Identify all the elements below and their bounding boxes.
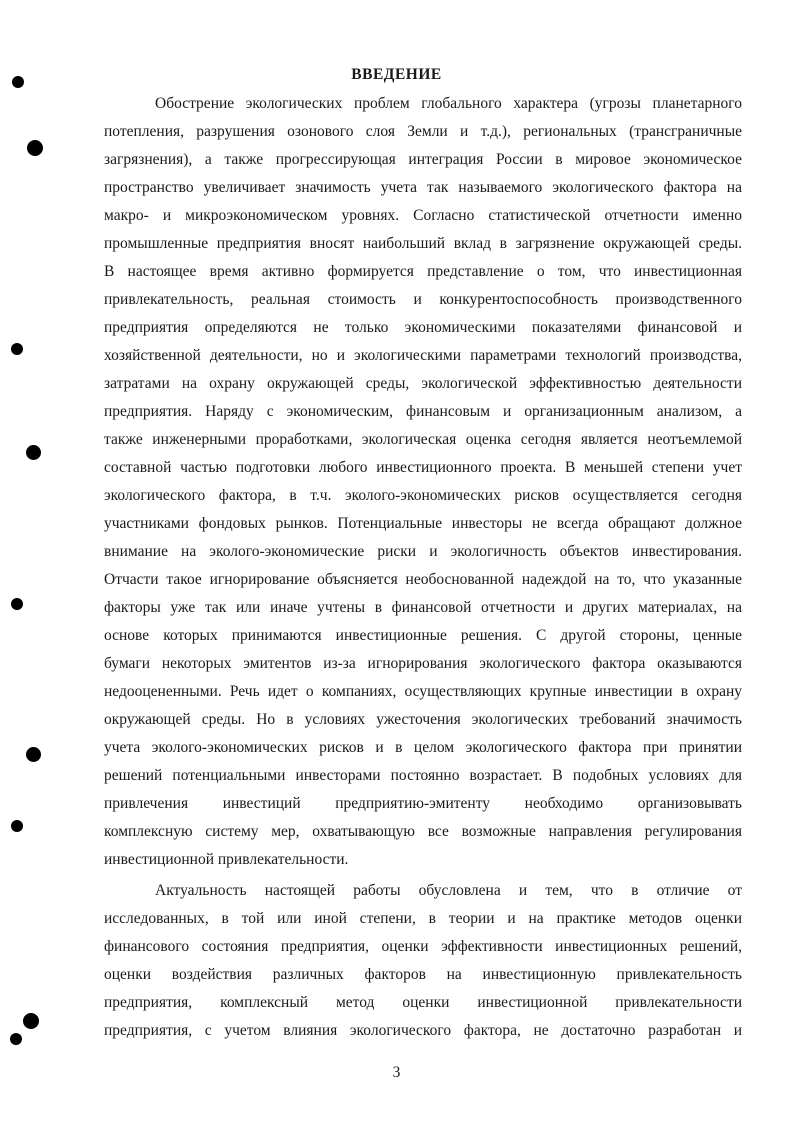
text-line: финансового состояния предприятия, оценки эффективности инвестиционных решений,: [104, 938, 742, 955]
text-line: предприятия, комплексный метод оценки инвестиционной привлекательности: [104, 994, 742, 1011]
text-line: предприятия. Наряду с экономическим, финансовым и организационным анализом, а: [104, 403, 742, 420]
text-line: пространство увеличивает значимость учета так называемого экологического фактора на: [104, 179, 742, 196]
text-line: экологического фактора, в т.ч. эколого-экономических рисков осуществляется сегодня: [104, 487, 742, 504]
text-line: составной частью подготовки любого инвестиционного проекта. В меньшей степени учет: [104, 459, 742, 476]
text-line: учета эколого-экономических рисков и в целом экологического фактора при принятии: [104, 739, 742, 756]
punch-hole-2: [27, 140, 43, 156]
text-line: Обострение экологических проблем глобального характера (угрозы планетарного: [155, 95, 742, 112]
text-line: окружающей среды. Но в условиях ужесточения экологических требований значимость: [104, 711, 742, 728]
text-line: хозяйственной деятельности, но и экологическими параметрами технологий производства,: [104, 347, 742, 364]
text-line: участниками фондовых рынков. Потенциальные инвесторы не всегда обращают должное: [104, 515, 742, 532]
text-line: предприятия, с учетом влияния экологического фактора, не достаточно разработан и: [104, 1022, 742, 1039]
text-line: оценки воздействия различных факторов на инвестиционную привлекательность: [104, 966, 742, 983]
text-line: потепления, разрушения озонового слоя Земли и т.д.), региональных (трансграничные: [104, 123, 742, 140]
text-line: исследованных, в той или иной степени, в теории и на практике методов оценки: [104, 910, 742, 927]
text-line: затратами на охрану окружающей среды, экологической эффективностью деятельности: [104, 375, 742, 392]
text-line: предприятия определяются не только экономическими показателями финансовой и: [104, 319, 742, 336]
text-line: привлекательность, реальная стоимость и конкурентоспособность производственного: [104, 291, 742, 308]
text-line: Актуальность настоящей работы обусловлена и тем, что в отличие от: [155, 882, 742, 899]
text-line: факторы уже так или иначе учтены в финансовой отчетности и других материалах, на: [104, 599, 742, 616]
text-line: макро- и микроэкономическом уровнях. Согласно статистической отчетности именно: [104, 207, 742, 224]
text-line: инвестиционной привлекательности.: [104, 851, 349, 868]
text-line: решений потенциальными инвесторами постоянно возрастает. В подобных условиях для: [104, 767, 742, 784]
punch-hole-7: [11, 820, 23, 832]
punch-hole-3: [11, 343, 23, 355]
text-line: основе которых принимаются инвестиционные решения. С другой стороны, ценные: [104, 627, 742, 644]
text-line: бумаги некоторых эмитентов из-за игнорирования экологического фактора оказываются: [104, 655, 742, 672]
text-line: также инженерными проработками, экологическая оценка сегодня является неотъемлемой: [104, 431, 742, 448]
text-line: Отчасти такое игнорирование объясняется необоснованной надеждой на то, что указанные: [104, 571, 742, 588]
page-number: 3: [392, 1064, 401, 1081]
punch-hole-5: [11, 598, 23, 610]
text-line: промышленные предприятия вносят наибольший вклад в загрязнение окружающей среды.: [104, 235, 742, 252]
text-line: загрязнения), а также прогрессирующая интеграция России в мировое экономическое: [104, 151, 742, 168]
text-line: комплексную систему мер, охватывающую все возможные направления регулирования: [104, 823, 742, 840]
punch-hole-6: [26, 747, 41, 762]
section-title: ВВЕДЕНИЕ: [351, 66, 442, 83]
text-line: внимание на эколого-экономические риски и экологичность объектов инвестирования.: [104, 543, 742, 560]
text-line: В настоящее время активно формируется представление о том, что инвестиционная: [104, 263, 742, 280]
punch-hole-8: [23, 1013, 39, 1029]
text-line: недооцененными. Речь идет о компаниях, осуществляющих крупные инвестиции в охрану: [104, 683, 742, 700]
text-line: привлечения инвестиций предприятию-эмитенту необходимо организовывать: [104, 795, 742, 812]
punch-hole-4: [26, 445, 41, 460]
punch-hole-9: [10, 1033, 22, 1045]
